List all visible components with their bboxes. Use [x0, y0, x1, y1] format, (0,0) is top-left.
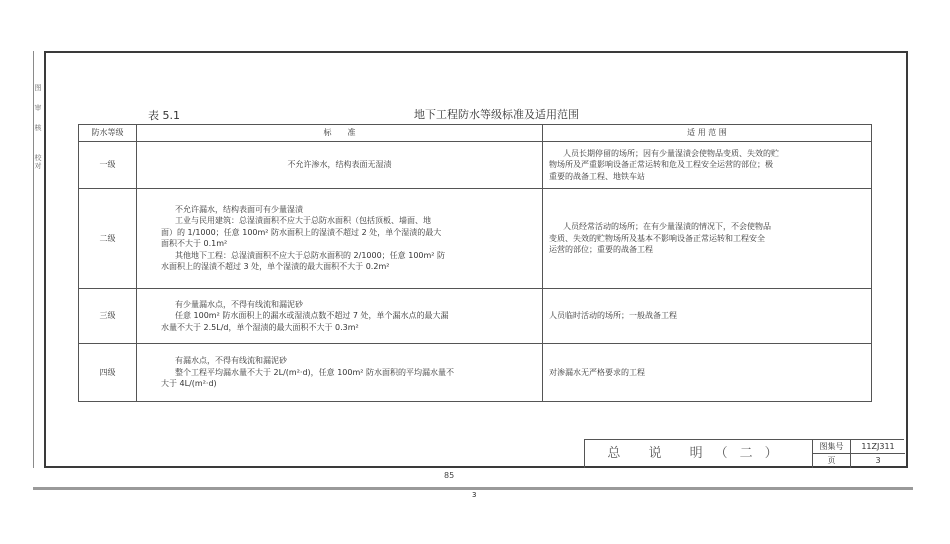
- standard-line: 工业与民用建筑：总湿渍面积不应大于总防水面积（包括顶板、墙面、地: [175, 216, 431, 226]
- scope-line: 人员临时活动的场所；一般战备工程: [549, 311, 677, 321]
- table-row: [79, 289, 872, 344]
- scan-page-number: 3: [472, 491, 477, 499]
- table-title: 地下工程防水等级标准及适用范围: [414, 108, 579, 121]
- standard-line: 其他地下工程：总湿渍面积不应大于总防水面积的 2/1000；任意 100m² 防: [175, 250, 446, 260]
- margin-label: 图: [34, 84, 42, 92]
- page-number-cell: 3: [875, 456, 881, 465]
- header-grade: 防水等级: [79, 125, 137, 142]
- scope-line: 人员长期停留的场所；因有少量湿渍会使物品变质、失效的贮: [563, 148, 779, 158]
- standard-line: 面积不大于 0.1m²: [161, 239, 228, 249]
- standard-line: 不允许漏水，结构表面可有少量湿渍: [175, 204, 303, 214]
- waterproof-grade-table: [78, 124, 872, 402]
- standard-line: 水量不大于 2.5L/d，单个湿渍的最大面积不大于 0.3m²: [161, 322, 359, 332]
- scope-line: 对渗漏水无严格要求的工程: [549, 367, 645, 377]
- header-scope: 适 用 范 围: [543, 125, 872, 142]
- table-row: [79, 344, 872, 402]
- margin-label: 核: [34, 124, 42, 132]
- scope-line: 物场所及严重影响设备正常运转和危及工程安全运营的部位；极: [549, 160, 773, 170]
- grade-cell: 三级: [79, 289, 137, 344]
- grade-cell: 二级: [79, 188, 137, 288]
- table-row: [79, 142, 872, 189]
- scope-cell: [543, 289, 872, 344]
- drawing-title-block: [584, 439, 904, 468]
- standard-cell: [137, 188, 543, 288]
- scan-edge-band: [33, 487, 913, 490]
- page-number: 85: [444, 471, 455, 480]
- scope-cell: [543, 142, 872, 189]
- scope-line: 变质、失效的贮物场所及基本不影响设备正常运转和工程安全: [549, 233, 765, 243]
- page-label: 页: [813, 454, 851, 468]
- table-caption: 表 5.1: [148, 109, 180, 122]
- table-header-row: [79, 125, 872, 142]
- standard-line: 任意 100m² 防水面积上的漏水或湿渍点数不超过 7 处，单个漏水点的最大漏: [175, 311, 449, 321]
- standard-line: 整个工程平均漏水量不大于 2L/(m²·d)，任意 100m² 防水面积的平均漏水量不: [175, 367, 455, 377]
- standard-line: 有漏水点，不得有线流和漏泥砂: [175, 356, 287, 366]
- standard-line: 不允许渗水，结构表面无湿渍: [287, 160, 392, 170]
- standard-line: 水面积上的湿渍不超过 3 处，单个湿渍的最大面积不大于 0.2m²: [161, 262, 390, 272]
- scope-line: 运营的部位；重要的战备工程: [549, 245, 653, 255]
- scope-line: 人员经常活动的场所；在有少量湿渍的情况下，不会使物品: [563, 222, 771, 232]
- standard-line: 面）的 1/1000；任意 100m² 防水面积上的湿渍不超过 2 处，单个湿渍的最大: [161, 227, 442, 237]
- standard-cell: [137, 344, 543, 402]
- grade-cell: 四级: [79, 344, 137, 402]
- atlas-number: 11ZJ311: [851, 440, 905, 454]
- grade-cell: 一级: [79, 142, 137, 189]
- standard-line: 大于 4L/(m²·d): [161, 379, 217, 389]
- margin-label: 校对: [34, 154, 42, 170]
- drawing-title: 总 说 明（二）: [585, 440, 813, 468]
- scope-cell: [543, 344, 872, 402]
- margin-label: 审: [34, 104, 42, 112]
- standard-cell: [137, 289, 543, 344]
- standard-line: 有少量漏水点，不得有线流和漏泥砂: [175, 299, 303, 309]
- table-row: [79, 188, 872, 288]
- scope-cell: [543, 188, 872, 288]
- atlas-number-label: 图集号: [813, 440, 851, 454]
- binding-margin-line: [33, 51, 34, 468]
- header-standard: 标 准: [137, 125, 543, 142]
- scope-line: 重要的战备工程、地铁车站: [549, 171, 645, 181]
- standard-cell: [137, 142, 543, 189]
